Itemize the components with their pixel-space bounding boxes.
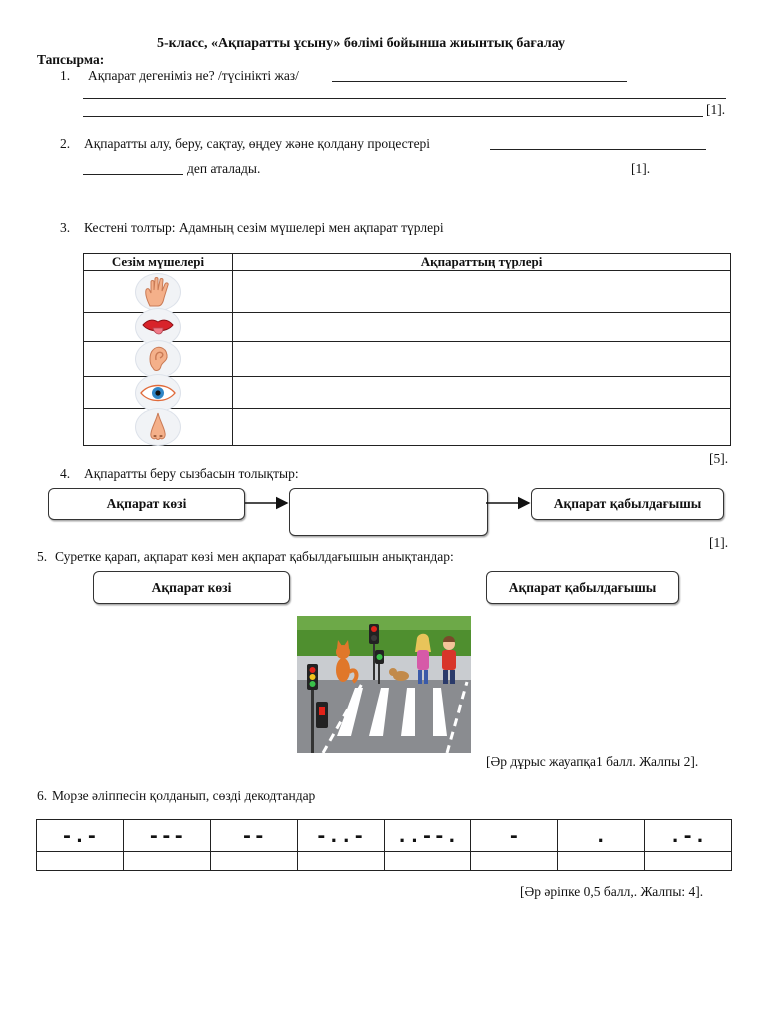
q4-text: Ақпаратты беру сызбасын толықтыр:	[84, 466, 299, 481]
q3-text: Кестені толтыр: Адамның сезім мүшелері мен ақпарат түрлері	[84, 220, 444, 235]
senses-table	[83, 253, 731, 446]
morse-code-cell: .-.	[645, 820, 732, 852]
q4-source-box: Ақпарат көзі	[48, 488, 245, 520]
q6-score: [Әр әріпке 0,5 балл,. Жалпы: 4].	[520, 884, 704, 899]
col-header-senses: Сезім мүшелері	[84, 254, 233, 271]
col-header-info-types: Ақпараттың түрлері	[233, 254, 731, 271]
q5-receiver-box: Ақпарат қабылдағышы	[486, 571, 679, 604]
letter-answer-cell[interactable]	[384, 852, 471, 871]
table-row	[84, 377, 731, 409]
q5-score: [Әр дұрыс жауапқа1 балл. Жалпы 2].	[486, 754, 699, 769]
q2-text: Ақпаратты алу, беру, сақтау, өңдеу және қолдану процестері	[84, 136, 431, 151]
letter-answer-cell[interactable]	[471, 852, 558, 871]
q6-number: 6.	[37, 788, 48, 803]
sense-cell	[84, 377, 233, 409]
q4-receiver-box: Ақпарат қабылдағышы	[531, 488, 724, 520]
letter-answer-cell[interactable]	[123, 852, 210, 871]
q1-score: [1].	[706, 102, 726, 117]
sense-cell	[84, 271, 233, 313]
q6-text: Морзе әліппесін қолданып, сөзді декодтандар	[52, 788, 316, 803]
sense-cell	[84, 342, 233, 377]
q5-number: 5.	[37, 549, 48, 564]
q3-number: 3.	[60, 220, 71, 235]
letter-answer-cell[interactable]	[297, 852, 384, 871]
task-label: Тапсырма:	[37, 52, 105, 67]
eye-icon	[135, 374, 181, 412]
letter-answer-cell[interactable]	[645, 852, 732, 871]
q2-text-end: деп аталады.	[187, 161, 261, 176]
morse-code-cell: -.-	[37, 820, 124, 852]
q1-number: 1.	[60, 68, 71, 83]
q1-text: Ақпарат дегеніміз не? /түсінікті жаз/	[88, 68, 299, 83]
q1-answer-line-3[interactable]	[83, 116, 703, 117]
morse-code-cell: ..--.	[384, 820, 471, 852]
q2-answer-line-1[interactable]	[490, 149, 706, 150]
morse-code-cell: ---	[123, 820, 210, 852]
q5-text: Суретке қарап, ақпарат көзі мен ақпарат қабылдағышын анықтандар:	[55, 549, 454, 564]
table-row	[84, 313, 731, 342]
nose-icon	[135, 408, 181, 446]
info-type-answer-cell[interactable]	[233, 409, 731, 446]
q2-answer-line-2[interactable]	[83, 174, 183, 175]
morse-table	[36, 819, 732, 871]
morse-code-cell: --	[210, 820, 297, 852]
morse-code-cell: .	[558, 820, 645, 852]
q1-answer-line-2[interactable]	[83, 98, 726, 99]
info-type-answer-cell[interactable]	[233, 271, 731, 313]
ear-icon	[135, 340, 181, 378]
page-title: 5-класс, «Ақпаратты ұсыну» бөлімі бойынша жиынтық бағалау	[157, 36, 566, 51]
sense-cell	[84, 313, 233, 342]
morse-code-cell: -..-	[297, 820, 384, 852]
morse-code-cell: -	[471, 820, 558, 852]
sense-cell	[84, 409, 233, 446]
q4-score: [1].	[709, 535, 729, 550]
info-type-answer-cell[interactable]	[233, 313, 731, 342]
q2-number: 2.	[60, 136, 71, 151]
table-row	[84, 342, 731, 377]
crosswalk-illustration	[297, 616, 471, 753]
table-row	[84, 271, 731, 313]
table-row	[84, 409, 731, 446]
info-type-answer-cell[interactable]	[233, 342, 731, 377]
letter-answer-cell[interactable]	[210, 852, 297, 871]
q1-answer-line-1[interactable]	[332, 81, 627, 82]
q2-score: [1].	[631, 161, 651, 176]
q5-source-box: Ақпарат көзі	[93, 571, 290, 604]
info-type-answer-cell[interactable]	[233, 377, 731, 409]
morse-code-row	[37, 820, 732, 852]
letter-answer-cell[interactable]	[37, 852, 124, 871]
q4-number: 4.	[60, 466, 71, 481]
hand-icon	[135, 273, 181, 311]
q3-score: [5].	[709, 451, 729, 466]
letter-answer-cell[interactable]	[558, 852, 645, 871]
morse-answer-row	[37, 852, 732, 871]
q4-arrows	[243, 496, 533, 510]
